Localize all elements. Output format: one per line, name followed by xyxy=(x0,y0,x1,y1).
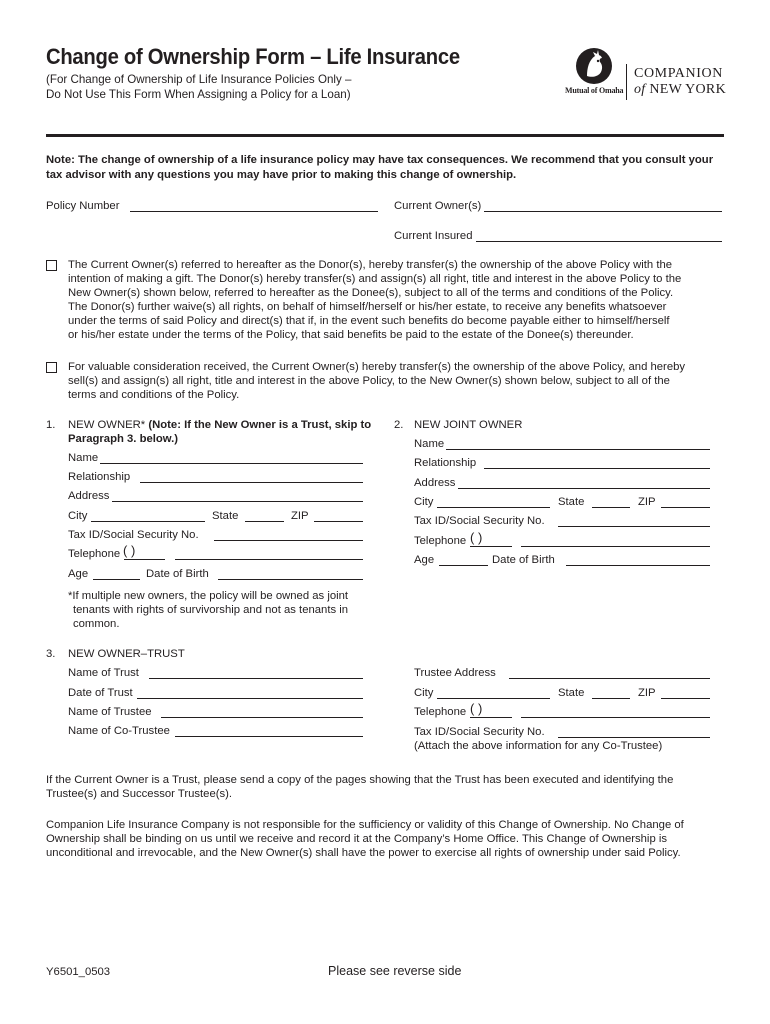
s3-state-label: State xyxy=(558,687,585,699)
brand-companion: COMPANION xyxy=(634,66,723,81)
brand-of-new-york xyxy=(634,82,726,98)
disclaimer-line-3: unconditional and irrevocable, and the New Owner(s) shall have the power to exercise all rights of ownership under said Policy. xyxy=(46,847,681,859)
consideration-line: For valuable consideration received, the Current Owner(s) hereby transfer(s) the ownership of the above Policy, and hereby xyxy=(68,361,686,373)
s2-relationship-label: Relationship xyxy=(414,457,477,469)
s2-telephone-field[interactable] xyxy=(521,546,710,547)
s2-name-label: Name xyxy=(414,438,445,450)
s1-name-field[interactable] xyxy=(100,463,363,464)
brand-new-york: NEW YORK xyxy=(649,82,726,97)
s1-state-field[interactable] xyxy=(245,521,284,522)
s1-area-code-field[interactable] xyxy=(124,559,165,560)
s3-telephone-label: Telephone xyxy=(414,706,467,718)
s3-date-of-trust-field[interactable] xyxy=(137,698,363,699)
s2-age-field[interactable] xyxy=(439,565,488,566)
disclaimer xyxy=(46,818,684,860)
s1-address-field[interactable] xyxy=(112,501,363,502)
gift-paragraph xyxy=(68,258,681,342)
s2-age-label: Age xyxy=(414,554,435,566)
s3-attach-note: (Attach the above information for any Co-Trustee) xyxy=(414,740,663,752)
s2-area-code-field[interactable] xyxy=(470,546,512,547)
section2-number: 2. xyxy=(394,419,404,431)
s3-city-label: City xyxy=(414,687,434,699)
s2-address-label: Address xyxy=(414,477,456,489)
s2-state-field[interactable] xyxy=(592,507,630,508)
s1-footnote-line: tenants with rights of survivorship and not as tenants in xyxy=(73,604,349,616)
s3-telephone-field[interactable] xyxy=(521,717,710,718)
s1-city-label: City xyxy=(68,510,88,522)
s3-trustee-address-label: Trustee Address xyxy=(414,667,496,679)
consideration-checkbox[interactable] xyxy=(46,362,57,373)
s1-relationship-label: Relationship xyxy=(68,471,131,483)
s3-zip-field[interactable] xyxy=(661,698,710,699)
section3-heading: NEW OWNER–TRUST xyxy=(68,648,185,660)
section1-heading xyxy=(68,418,371,432)
section2-heading: NEW JOINT OWNER xyxy=(414,419,523,431)
section1-title: NEW OWNER* xyxy=(68,419,146,431)
s2-telephone-label: Telephone xyxy=(414,535,467,547)
s1-dob-field[interactable] xyxy=(218,579,363,580)
current-owner-field[interactable] xyxy=(484,211,722,212)
s3-taxid-field[interactable] xyxy=(558,737,710,738)
consideration-paragraph xyxy=(68,360,685,402)
s3-city-field[interactable] xyxy=(437,698,550,699)
gift-line: intention of making a gift. The Donor(s) hereby transfer(s) and assign(s) all right, title and interest in the above Policy to the xyxy=(68,273,682,285)
s2-area-code-parens: ( ) xyxy=(470,530,483,545)
s3-name-of-cotrustee-field[interactable] xyxy=(175,736,363,737)
s3-date-of-trust-label: Date of Trust xyxy=(68,687,133,699)
s2-dob-field[interactable] xyxy=(566,565,710,566)
s2-zip-label: ZIP xyxy=(638,496,656,508)
s1-state-label: State xyxy=(212,510,239,522)
form-code: Y6501_0503 xyxy=(46,966,111,978)
s3-name-of-trustee-label: Name of Trustee xyxy=(68,706,152,718)
s1-relationship-field[interactable] xyxy=(140,482,363,483)
mutual-of-omaha-logo xyxy=(573,46,617,86)
s2-city-label: City xyxy=(414,496,434,508)
s2-name-field[interactable] xyxy=(446,449,710,450)
logo-wordmark: Mutual of Omaha xyxy=(565,86,624,95)
s1-zip-field[interactable] xyxy=(314,521,363,522)
s2-city-field[interactable] xyxy=(437,507,550,508)
s3-zip-label: ZIP xyxy=(638,687,656,699)
s3-taxid-label: Tax ID/Social Security No. xyxy=(414,726,545,738)
s3-name-of-cotrustee-label: Name of Co-Trustee xyxy=(68,725,170,737)
gift-checkbox[interactable] xyxy=(46,260,57,271)
s1-name-label: Name xyxy=(68,452,99,464)
s1-footnote-line: *If multiple new owners, the policy will be owned as joint xyxy=(68,590,349,602)
s2-state-label: State xyxy=(558,496,585,508)
header-rule xyxy=(46,134,724,137)
s3-area-code-field[interactable] xyxy=(470,717,512,718)
s3-name-of-trustee-field[interactable] xyxy=(161,717,363,718)
s1-telephone-label: Telephone xyxy=(68,548,121,560)
current-insured-field[interactable] xyxy=(476,241,722,242)
s3-area-code-parens: ( ) xyxy=(470,701,483,716)
s1-taxid-field[interactable] xyxy=(214,540,363,541)
s3-trustee-address-field[interactable] xyxy=(509,678,710,679)
disclaimer-line-2: Ownership shall be binding on us until we receive and record it at the Company’s Home Office. This Change of Ownership is xyxy=(46,833,668,845)
s1-city-field[interactable] xyxy=(91,521,205,522)
gift-line: The Current Owner(s) referred to hereafter as the Donor(s), hereby transfer(s) the ownership of the above Policy with the xyxy=(68,259,673,271)
s1-dob-label: Date of Birth xyxy=(146,568,209,580)
logo-divider xyxy=(626,64,627,100)
gift-line: The Donor(s) further waive(s) all rights, on behalf of himself/herself or his/her estate, to receive any benefits whatsoever xyxy=(68,301,667,313)
brand-of: of xyxy=(634,82,646,97)
section1-note-1: (Note: If the New Owner is a Trust, skip to xyxy=(148,419,372,431)
s1-taxid-label: Tax ID/Social Security No. xyxy=(68,529,199,541)
tax-note-line-2: tax advisor with any questions you may have prior to making this change of ownership. xyxy=(46,169,517,181)
trust-note xyxy=(46,773,673,801)
current-insured-label: Current Insured xyxy=(394,230,473,242)
s3-name-of-trust-field[interactable] xyxy=(149,678,363,679)
s2-relationship-field[interactable] xyxy=(484,468,710,469)
section1-note-2: Paragraph 3. below.) xyxy=(68,433,179,445)
consideration-line: terms and conditions of the Policy. xyxy=(68,389,240,401)
trust-note-line-2: Trustee(s) and Successor Trustee(s). xyxy=(46,788,233,800)
s1-age-label: Age xyxy=(68,568,89,580)
reverse-side-note: Please see reverse side xyxy=(328,964,462,978)
policy-number-label: Policy Number xyxy=(46,200,120,212)
policy-number-field[interactable] xyxy=(130,211,378,212)
disclaimer-line-1: Companion Life Insurance Company is not responsible for the sufficiency or validity of this Change of Ownership. No Change of xyxy=(46,819,684,831)
section1-number: 1. xyxy=(46,419,56,431)
section3-number: 3. xyxy=(46,648,56,660)
current-owner-label: Current Owner(s) xyxy=(394,200,482,212)
gift-line: or his/her estate under the terms of the Policy, that said benefits be paid to the estate of the Donee(s) thereunder. xyxy=(68,329,634,341)
tax-note xyxy=(46,153,736,183)
s1-footnote-line: common. xyxy=(73,618,120,630)
s2-dob-label: Date of Birth xyxy=(492,554,555,566)
subtitle-line-2: Do Not Use This Form When Assigning a Policy for a Loan) xyxy=(46,88,351,101)
s3-state-field[interactable] xyxy=(592,698,630,699)
form-title: Change of Ownership Form – Life Insurance xyxy=(46,44,460,69)
s1-zip-label: ZIP xyxy=(291,510,309,522)
s2-address-field[interactable] xyxy=(458,488,710,489)
s2-taxid-label: Tax ID/Social Security No. xyxy=(414,515,545,527)
s1-area-code-parens: ( ) xyxy=(123,543,136,558)
gift-line: New Owner(s) shown below, referred to hereafter as the Donee(s), subject to all of the terms and conditions of the Policy. xyxy=(68,287,674,299)
tax-note-line-1: Note: The change of ownership of a life insurance policy may have tax consequences. We recommend that you consult your xyxy=(46,154,714,166)
s2-taxid-field[interactable] xyxy=(558,526,710,527)
s1-age-field[interactable] xyxy=(93,579,140,580)
s2-zip-field[interactable] xyxy=(661,507,710,508)
s1-telephone-field[interactable] xyxy=(175,559,363,560)
gift-line: under the terms of said Policy and direct(s) that if, in the event such benefits do become payable either to himself/herself xyxy=(68,315,670,327)
consideration-line: sell(s) and assign(s) all right, title and interest in the above Policy, to the New Owner(s) shown below, subject to all of the xyxy=(68,375,670,387)
s1-address-label: Address xyxy=(68,490,110,502)
s1-footnote xyxy=(68,589,348,631)
s3-name-of-trust-label: Name of Trust xyxy=(68,667,139,679)
subtitle-line-1: (For Change of Ownership of Life Insurance Policies Only – xyxy=(46,73,352,86)
trust-note-line-1: If the Current Owner is a Trust, please send a copy of the pages showing that the Trust has been executed and identifying the xyxy=(46,774,674,786)
